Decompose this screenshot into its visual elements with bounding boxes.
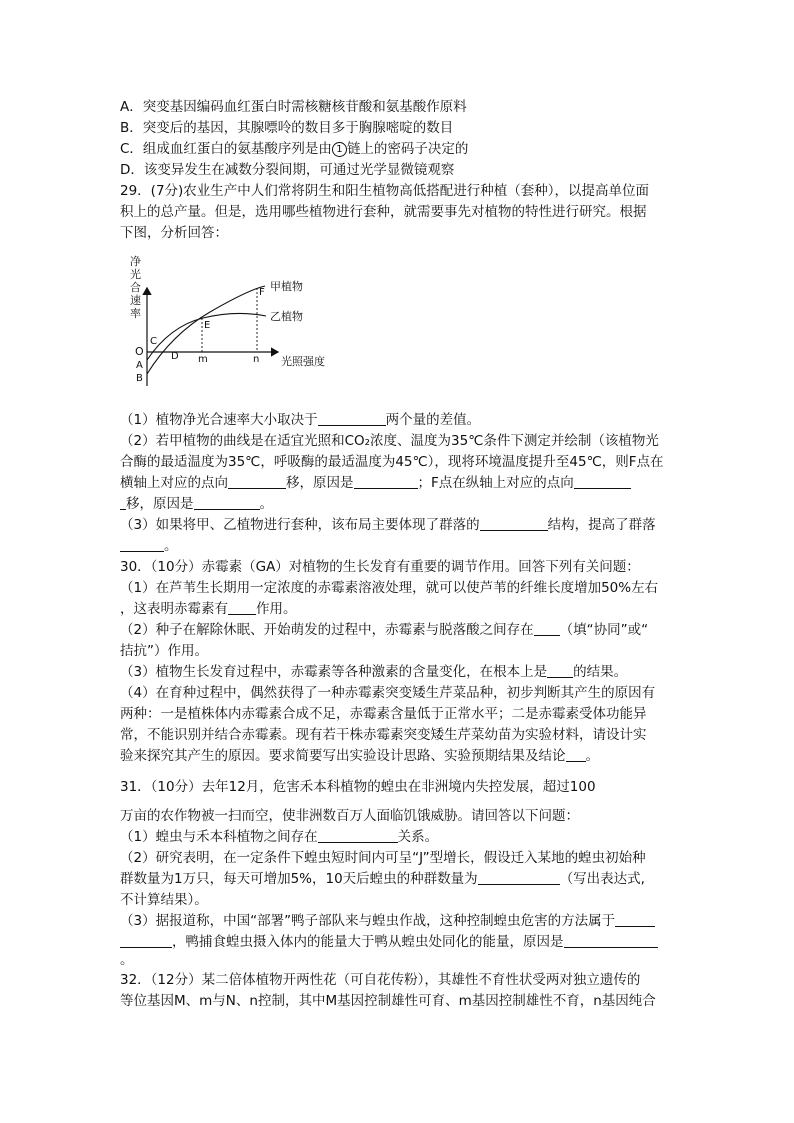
text: （3）植物生长发育过程中，赤霉素等各种激素的含量变化，在根本上是 (120, 664, 548, 680)
q31-line2: 万亩的农作物被一扫而空，使非洲数百万人面临饥饿威胁。请回答以下问题： (120, 808, 579, 824)
q30-line8: 两种：一是植株体内赤霉素合成不足，赤霉素含量低于正常水平；二是赤霉素受体功能异 (120, 706, 647, 722)
q30-line9: 常，不能识别并结合赤霉素。现有若干株赤霉素突变矮生芹菜幼苗为实验材料，请设计实 (120, 727, 647, 743)
text: （3）如果将甲、乙植物进行套种，该布局主要体现了群落的 (120, 517, 480, 533)
option-c-tail: 链上的密码子决定的 (346, 141, 469, 157)
text: 。 (259, 496, 273, 512)
blank[interactable] (120, 933, 172, 948)
q32-line1: 32．（12分）某二倍体植物开两性花（可自花传粉），其雄性不育性状受两对独立遗传的 (120, 972, 641, 988)
option-a: A．突变基因编码血红蛋白时需核糖核苷酸和氨基酸作原料 (120, 99, 467, 115)
q29-sub2-line3 (120, 473, 631, 493)
text: 。 (164, 538, 178, 554)
q29-sub1 (120, 410, 480, 430)
blank[interactable] (194, 495, 260, 510)
blank[interactable] (120, 537, 164, 552)
blank[interactable] (534, 621, 560, 636)
q30-line2: （1）在芦苇生长期用一定浓度的赤霉素溶液处理，就可以使芦苇的纤维长度增加50%左右 (120, 580, 659, 596)
blank[interactable] (615, 912, 655, 927)
q30-line4 (120, 620, 648, 640)
q30-line3 (120, 599, 297, 619)
q29-intro-line2: 积上的总产量。但是，选用哪些植物进行套种，就需要事先对植物的特性进行研究。根据 (120, 204, 647, 220)
text: （写出表达式, (559, 871, 645, 887)
text: 移，原因是 (286, 475, 354, 491)
q29-s1-text: （1）植物净光合速率大小取决于 (120, 412, 318, 428)
q29-sub2-line2: 合酶的最适温度为35℃，呼吸酶的最适温度为45℃），现将环境温度提升至45℃，则F点在 (120, 454, 664, 470)
point-m: m (198, 354, 208, 365)
blank[interactable] (547, 663, 573, 678)
blank[interactable] (318, 828, 398, 843)
text: 横轴上对应的点向 (120, 475, 228, 491)
q31-line7 (120, 911, 655, 931)
q29-s1-tail: 两个量的差值。 (385, 412, 481, 428)
q29-intro-line3: 下图，分析回答： (120, 225, 228, 241)
option-d: D．该变异发生在减数分裂间期，可通过光学显微镜观察 (120, 162, 455, 178)
blank[interactable] (228, 600, 256, 615)
q32-line2: 等位基因M、m与N、n控制，其中M基因控制雄性可育、m基因控制雄性不育，n基因纯合 (120, 993, 656, 1009)
text: 验来探究其产生的原因。要求简要写出实验设计思路、实验预期结果及结论 (120, 748, 566, 764)
q31-line9: 。 (120, 952, 134, 968)
q31-line8 (120, 932, 658, 952)
point-d: D (171, 351, 179, 362)
y-label-2: 光 (130, 268, 141, 281)
point-o: O (135, 345, 144, 358)
q31-line5 (120, 869, 645, 889)
y-label-5: 率 (130, 307, 141, 320)
q30-line6 (120, 662, 627, 682)
text: （3）据报道称，中国“部署”鸭子部队来与蝗虫作战，这种控制蝗虫危害的方法属于 (120, 913, 616, 929)
text: 群数量为1万只，每天可增加5%，10天后蝗虫的种群数量为 (120, 871, 478, 887)
text: 。 (585, 748, 599, 764)
q31-line1: 31．（10分）去年12月，危害禾本科植物的蝗虫在非洲境内失控发展，超过100 (120, 779, 596, 795)
photosynthesis-graph (120, 254, 350, 394)
curve-yi-label: 乙植物 (270, 310, 303, 323)
text: （1）蝗虫与禾本科植物之间存在 (120, 829, 318, 845)
y-label-4: 速 (130, 294, 141, 307)
q30-line10 (120, 746, 599, 766)
point-a: A (136, 360, 143, 371)
q31-line3 (120, 827, 438, 847)
blank[interactable] (354, 474, 418, 489)
q29-sub3-line2 (120, 536, 178, 556)
y-label-3: 合 (130, 281, 141, 294)
option-c-text: C．组成血红蛋白的氨基酸序列是由 (120, 141, 332, 157)
text: 关系。 (397, 829, 439, 845)
blank[interactable] (480, 516, 548, 531)
x-label: 光照强度 (281, 355, 325, 368)
q30-line5: 拮抗”）作用。 (120, 643, 208, 659)
blank[interactable] (228, 474, 286, 489)
q29-sub2-line1: （2）若甲植物的曲线是在适宜光照和CO₂浓度、温度为35℃条件下测定并绘制（该植物光 (120, 433, 659, 449)
curve-jia-label: 甲植物 (270, 280, 303, 293)
circled-number: 1 (332, 142, 347, 157)
option-b: B．突变后的基因，其腺嘌呤的数目多于胸腺嘧啶的数目 (120, 120, 454, 136)
q30-line1: 30．（10分）赤霉素（GA）对植物的生长发育有重要的调节作用。回答下列有关问题： (120, 559, 640, 575)
text: （2）种子在解除休眠、开始萌发的过程中，赤霉素与脱落酸之间存在 (120, 622, 534, 638)
q31-line4: （2）研究表明，在一定条件下蝗虫短时间内可呈“J”型增长，假设迁入某地的蝗虫初始种 (120, 850, 646, 866)
blank[interactable] (318, 411, 386, 426)
q29-sub2-line4 (120, 494, 273, 514)
option-c (120, 139, 468, 159)
point-b: B (136, 373, 143, 384)
point-e: E (204, 320, 211, 331)
text: 结构，提高了群落 (547, 517, 656, 533)
point-c: C (150, 336, 157, 347)
text: 作用。 (256, 601, 297, 617)
y-label-1: 净 (130, 255, 141, 268)
q30-line7: （4）在育种过程中，偶然获得了一种赤霉素突变矮生芹菜品种，初步判断其产生的原因有 (120, 685, 656, 701)
blank[interactable] (564, 933, 658, 948)
text: ；F点在纵轴上对应的点向 (417, 475, 574, 491)
blank[interactable] (566, 747, 586, 762)
text: 移，原因是 (126, 496, 194, 512)
text: ，这表明赤霉素有 (120, 601, 228, 617)
q31-line6: 不计算结果）。 (120, 892, 208, 908)
text: （填“协同”或“ (559, 622, 649, 638)
text: 的结果。 (573, 664, 628, 680)
point-f: F (259, 287, 265, 298)
q29-intro-line1: 29．(7分)农业生产中人们常将阴生和阳生植物高低搭配进行种植（套种），以提高单位面 (120, 183, 650, 199)
text: ，鸭捕食蝗虫摄入体内的能量大于鸭从蝗虫处同化的能量，原因是 (172, 934, 564, 950)
q29-sub3-line1 (120, 515, 656, 535)
blank[interactable] (478, 870, 560, 885)
point-n: n (253, 354, 260, 365)
blank[interactable] (574, 474, 631, 489)
